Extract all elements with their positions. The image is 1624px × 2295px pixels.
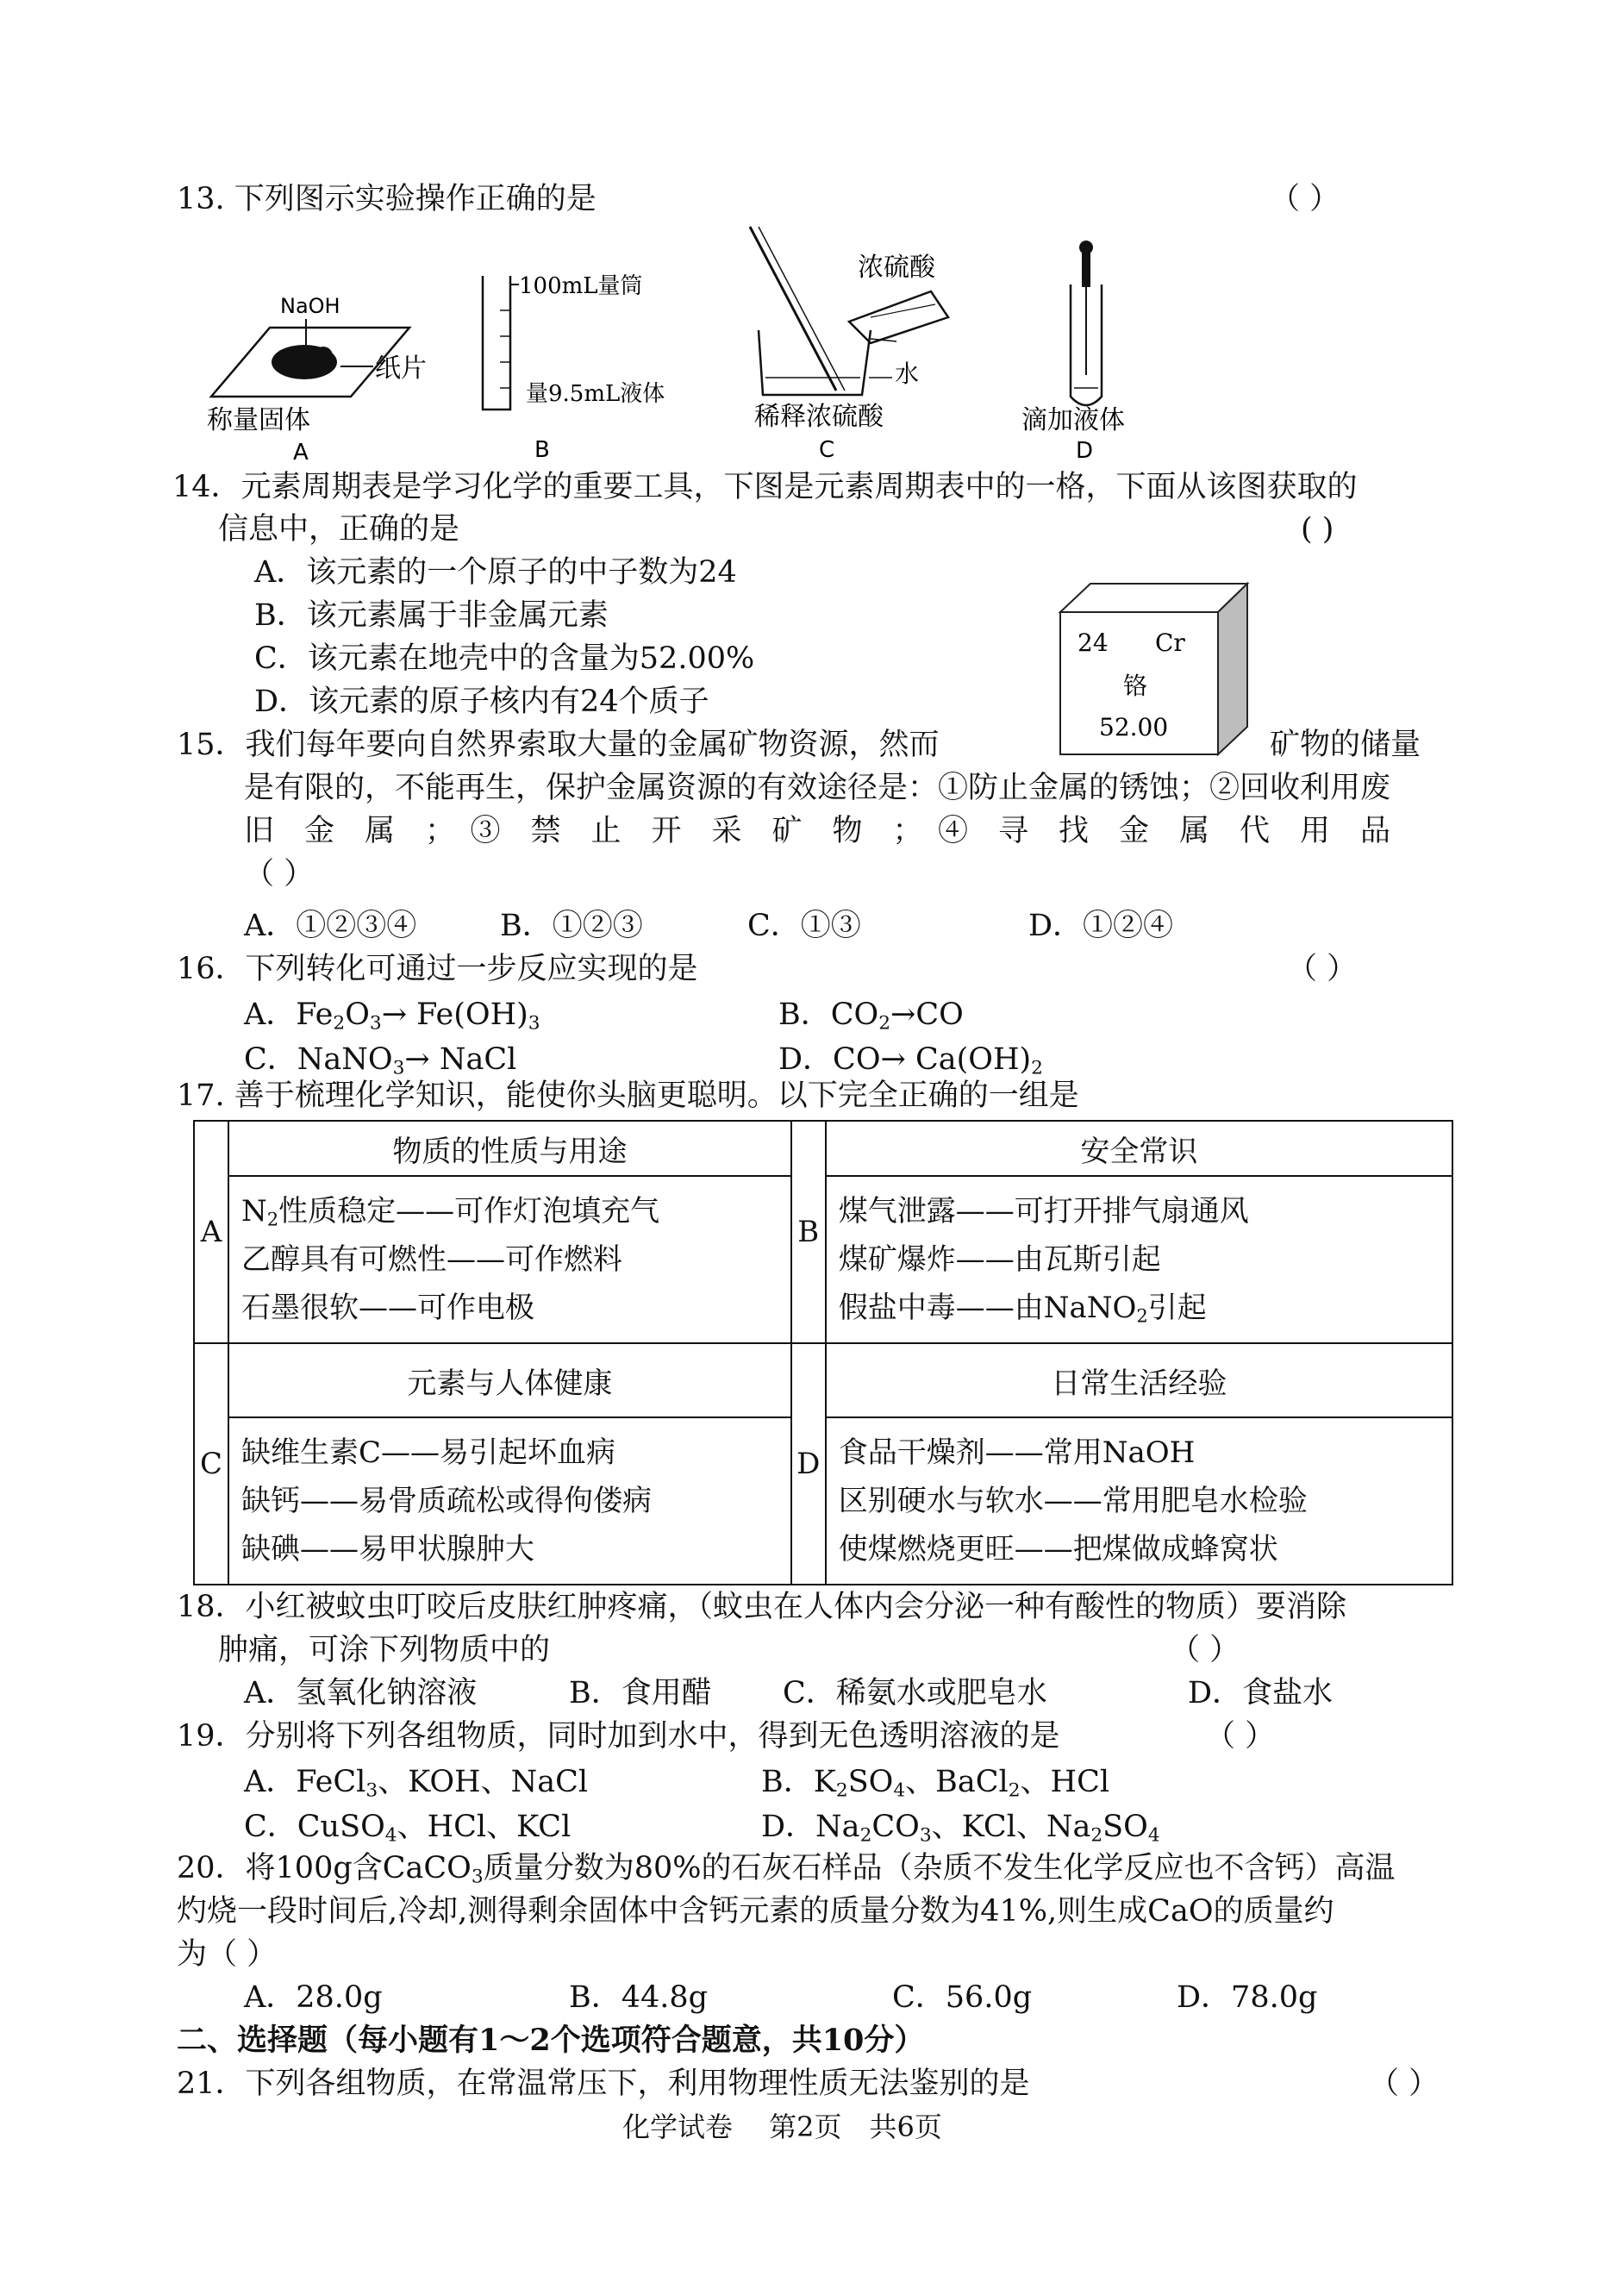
q17-head-a: 物质的性质与用途 — [228, 1121, 791, 1176]
q17-body-a — [228, 1176, 791, 1343]
q18-line1: 18．小红被蚊虫叮咬后皮肤红肿疼痛，（蚊虫在人体内会分泌一种有酸性的物质）要消除 — [177, 1590, 1347, 1624]
page-footer: 化学试卷 第2页 共6页 — [622, 2111, 942, 2143]
q13-stem: 13. 下列图示实验操作正确的是 — [177, 182, 597, 216]
section-2-heading: 二、选择题（每小题有1～2个选项符合题意，共10分） — [177, 2023, 925, 2058]
q20-option-c: C．56.0g — [892, 1980, 1033, 2015]
q14-stem-line1: 14．元素周期表是学习化学的重要工具，下图是元素周期表中的一格，下面从该图获取的 — [172, 470, 1358, 504]
q17-b-line2: 煤矿爆炸——由瓦斯引起 — [838, 1242, 1161, 1277]
q18-option-a: A．氢氧化钠溶液 — [244, 1676, 478, 1710]
q15-line2: 是有限的，不能再生，保护金属资源的有效途径是：①防止金属的锈蚀；②回收利用废 — [244, 771, 1391, 805]
q15-option-a: A．①②③④ — [244, 909, 417, 943]
figure-c-water-label: 水 — [895, 360, 920, 388]
q17-a-line2: 乙醇具有可燃性——可作燃料 — [241, 1242, 622, 1277]
figure-d-letter: D — [1076, 438, 1094, 461]
q17-d-line3: 使煤燃烧更旺——把煤做成蜂窝状 — [838, 1532, 1278, 1566]
cell-atomic-mass: 52.00 — [1099, 713, 1169, 741]
q17-key-c: C — [194, 1343, 228, 1585]
q19-answer-paren: （ ） — [1205, 1719, 1276, 1754]
q17-d-line2: 区别硬水与软水——常用肥皂水检验 — [838, 1484, 1308, 1518]
q17-d-line1: 食品干燥剂——常用NaOH — [838, 1435, 1196, 1470]
figure-a-letter: A — [293, 440, 309, 461]
q17-head-d: 日常生活经验 — [826, 1343, 1452, 1417]
figure-a-paper-label: 纸片 — [375, 353, 427, 384]
q14-option-c: C．该元素在地壳中的含量为52.00% — [254, 641, 755, 676]
q18-line2: 肿痛，可涂下列物质中的 — [218, 1633, 551, 1667]
q20-option-d: D．78.0g — [1177, 1980, 1318, 2015]
q16-stem: 16．下列转化可通过一步反应实现的是 — [177, 952, 698, 986]
q15-option-c: C．①③ — [747, 909, 861, 943]
q17-stem: 17. 善于梳理化学知识，能使你头脑更聪明。以下完全正确的一组是 — [177, 1079, 1079, 1113]
q17-head-b: 安全常识 — [826, 1121, 1452, 1176]
q15-option-d: D．①②④ — [1028, 909, 1174, 943]
figure-a-chem-label: NaOH — [280, 294, 340, 318]
q17-a-line3: 石墨很软——可作电极 — [241, 1291, 534, 1325]
q21-answer-paren: （ ） — [1369, 2067, 1440, 2101]
q21-stem: 21．下列各组物质，在常温常压下，利用物理性质无法鉴别的是 — [177, 2067, 1030, 2101]
figure-b-cylinder — [465, 259, 724, 462]
figure-c-acid-label: 浓硫酸 — [858, 253, 935, 283]
q15-line1a: 15．我们每年要向自然界索取大量的金属矿物资源，然而 — [177, 728, 940, 762]
q16-option-a: A．$Fe_2O_3\to Fe(OH)_3$ — [244, 997, 540, 1035]
q15-option-b: B．①②③ — [500, 909, 643, 943]
figure-c-dilution — [741, 222, 974, 464]
figure-a-weighing — [194, 280, 435, 461]
cell-atomic-number: 24 — [1077, 628, 1109, 657]
periodic-table-cell — [1056, 582, 1254, 759]
q17-knowledge-table — [193, 1120, 1453, 1585]
q20-option-a: A．28.0g — [244, 1980, 383, 2015]
q15-line3: 旧 金 属 ； ③ 禁 止 开 采 矿 物 ； ④ 寻 找 金 属 代 用 品 — [244, 814, 1391, 848]
q17-a-line1: $N_2$性质稳定——可作灯泡填充气 — [241, 1194, 660, 1230]
q19-stem: 19．分别将下列各组物质，同时加到水中，得到无色透明溶液的是 — [177, 1719, 1060, 1754]
q17-head-c: 元素与人体健康 — [228, 1343, 791, 1417]
figure-b-bottom-label: 量9.5mL液体 — [526, 381, 665, 407]
q19-option-c: C．CuSO$_4$、HCl、KCl — [244, 1810, 572, 1847]
figure-c-caption: 稀释浓硫酸 — [754, 402, 884, 432]
q16-option-b: B．$CO_2\to CO$ — [778, 997, 964, 1035]
q20-option-b: B．44.8g — [569, 1980, 709, 2015]
q17-b-line3: 假盐中毒——由NaNO$_2$引起 — [838, 1291, 1207, 1327]
q17-key-d: D — [791, 1343, 826, 1585]
q14-stem-line2: 信息中，正确的是 — [218, 512, 460, 547]
q14-option-d: D．该元素的原子核内有24个质子 — [254, 685, 709, 719]
q17-body-b — [826, 1176, 1452, 1343]
q20-line1: 20．将100g含CaCO$_3$质量分数为80%的石灰石样品（杂质不发生化学反应也不含钙）高温 — [177, 1851, 1396, 1888]
q18-option-d: D．食盐水 — [1188, 1676, 1334, 1710]
q19-option-a: A．FeCl$_3$、KOH、NaCl — [244, 1765, 589, 1802]
figure-c-letter: C — [819, 437, 835, 463]
q14-option-a: A．该元素的一个原子的中子数为24 — [254, 555, 737, 590]
q17-c-line3: 缺碘——易甲状腺肿大 — [241, 1532, 534, 1566]
q16-answer-paren: （ ） — [1287, 952, 1358, 986]
figure-d-caption: 滴加液体 — [1021, 405, 1125, 435]
q19-option-d: D．$Na_2CO_3$、KCl、$Na_2SO_4$ — [761, 1810, 1160, 1847]
q16-option-c: C．NaNO$_3$→ NaCl — [244, 1042, 517, 1079]
q20-line2: 灼烧一段时间后,冷却,测得剩余固体中含钙元素的质量分数为41%,则生成CaO的质量约 — [177, 1894, 1334, 1929]
cell-symbol: Cr — [1155, 628, 1185, 657]
figure-b-top-label: 100mL量筒 — [519, 273, 643, 299]
q18-option-c: C．稀氨水或肥皂水 — [783, 1676, 1047, 1710]
q14-answer-paren: ( ) — [1301, 512, 1334, 547]
q13-answer-paren: （ ） — [1270, 182, 1340, 216]
figure-a-caption: 称量固体 — [207, 405, 310, 435]
q18-answer-paren: （ ） — [1170, 1633, 1240, 1667]
q17-c-line1: 缺维生素C——易引起坏血病 — [241, 1435, 616, 1470]
q17-b-line1: 煤气泄露——可打开排气扇通风 — [838, 1194, 1249, 1229]
q17-key-b: B — [791, 1121, 826, 1343]
q19-option-b: B．$K_2SO_4$、BaCl$_2$、HCl — [761, 1765, 1110, 1802]
q14-option-b: B．该元素属于非金属元素 — [254, 598, 609, 633]
figure-d-dropper — [1017, 237, 1168, 461]
q15-line1b: 矿物的储量 — [1270, 728, 1421, 762]
q16-option-d: D．$CO\to Ca(OH)_2$ — [778, 1042, 1043, 1079]
q17-c-line2: 缺钙——易骨质疏松或得佝偻病 — [241, 1484, 652, 1518]
q17-key-a: A — [194, 1121, 228, 1343]
figure-b-letter: B — [534, 437, 550, 462]
q18-option-b: B．食用醋 — [569, 1676, 712, 1710]
cell-element-name: 铬 — [1123, 672, 1148, 700]
q20-line3: 为（ ） — [177, 1937, 278, 1972]
q15-answer-paren: （ ） — [244, 857, 315, 891]
q17-body-d — [826, 1417, 1452, 1585]
q17-body-c — [228, 1417, 791, 1585]
